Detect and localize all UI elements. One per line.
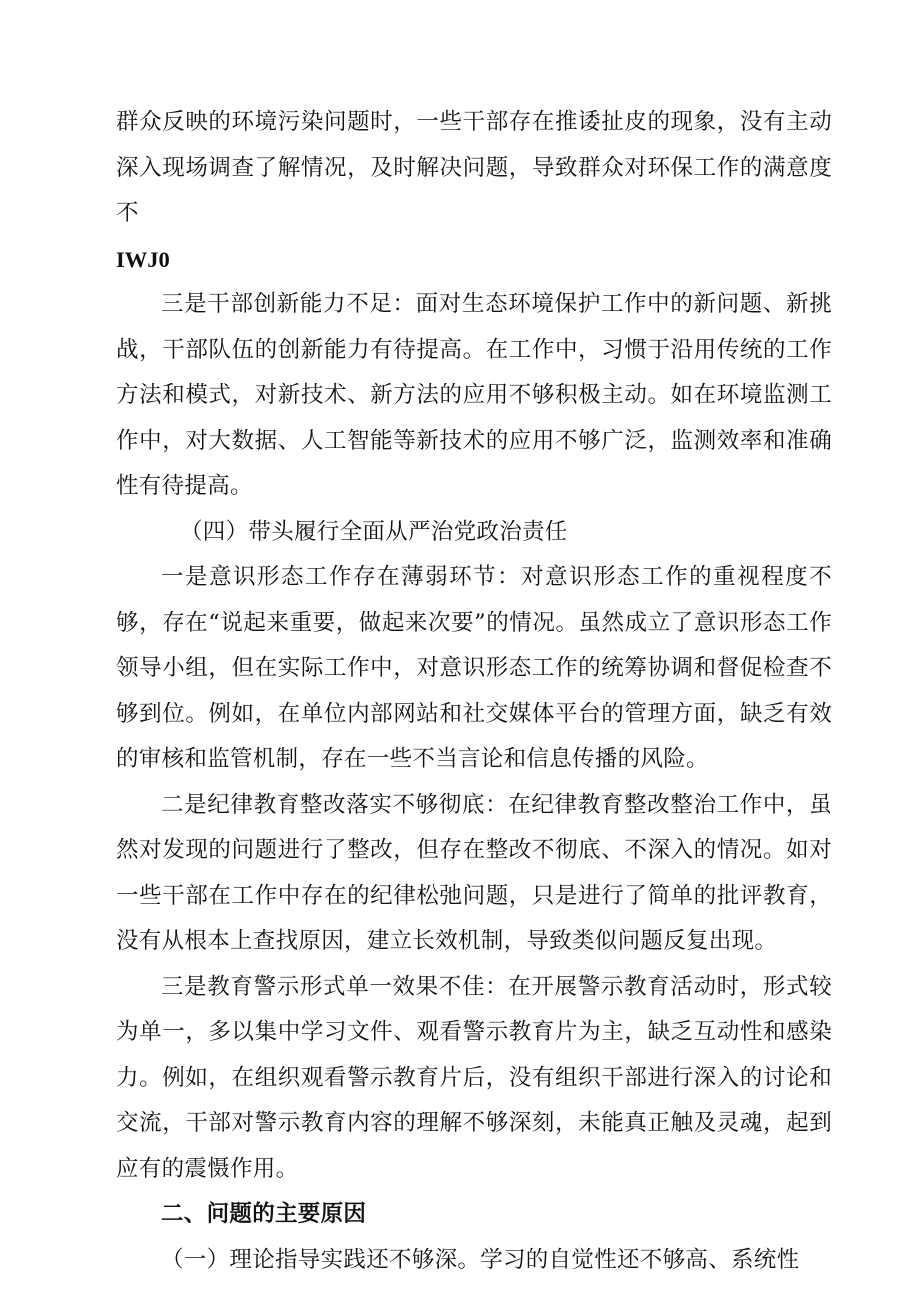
document-page bbox=[116, 100, 832, 1283]
section-two-heading: 二、问题的主要原因 bbox=[161, 1201, 367, 1227]
paragraph-continued-text: 群众反映的环境污染问题时，一些干部存在推诿扯皮的现象，没有主动深入现场调查了解情况，及时解决问题，导致群众对环保工作的满意度不 bbox=[116, 109, 832, 226]
subheading-four: （四）带头履行全面从严治党政治责任 bbox=[180, 518, 568, 545]
paragraph-continued bbox=[116, 100, 832, 282]
paragraph-ideology: 一是意识形态工作存在薄弱环节：对意识形态工作的重视程度不够，存在“说起来重要，做起来次要”的情况。虽然成立了意识形态工作领导小组，但在实际工作中，对意识形态工作的统筹协调和督促检查不够到位。例如，在单位内部网站和社交媒体平台的管理方面，缺乏有效的审核和监管机制，存在一些不当言论和信息传播的风险。 bbox=[116, 564, 832, 772]
paragraph-innovation: 三是干部创新能力不足：面对生态环境保护工作中的新问题、新挑战，干部队伍的创新能力有待提高。在工作中，习惯于沿用传统的工作方法和模式，对新技术、新方法的应用不够积极主动。如在环境监测工作中，对大数据、人工智能等新技术的应用不够广泛，监测效率和准确性有待提高。 bbox=[116, 291, 832, 499]
paragraph-theory: （一）理论指导实践还不够深。学习的自觉性还不够高、系统性 bbox=[161, 1246, 800, 1273]
paragraph-continued-trail: IWJ0 bbox=[116, 246, 170, 272]
paragraph-discipline: 二是纪律教育整改落实不够彻底：在纪律教育整改整治工作中，虽然对发现的问题进行了整改，但存在整改不彻底、不深入的情况。如对一些干部在工作中存在的纪律松弛问题，只是进行了简单的批评教育，没有从根本上查找原因，建立长效机制，导致类似问题反复出现。 bbox=[116, 791, 832, 954]
paragraph-warning-education: 三是教育警示形式单一效果不佳：在开展警示教育活动时，形式较为单一，多以集中学习文件、观看警示教育片为主，缺乏互动性和感染力。例如，在组织观看警示教育片后，没有组织干部进行深入的讨论和交流，干部对警示教育内容的理解不够深刻，未能真正触及灵魂，起到应有的震慑作用。 bbox=[116, 973, 832, 1182]
